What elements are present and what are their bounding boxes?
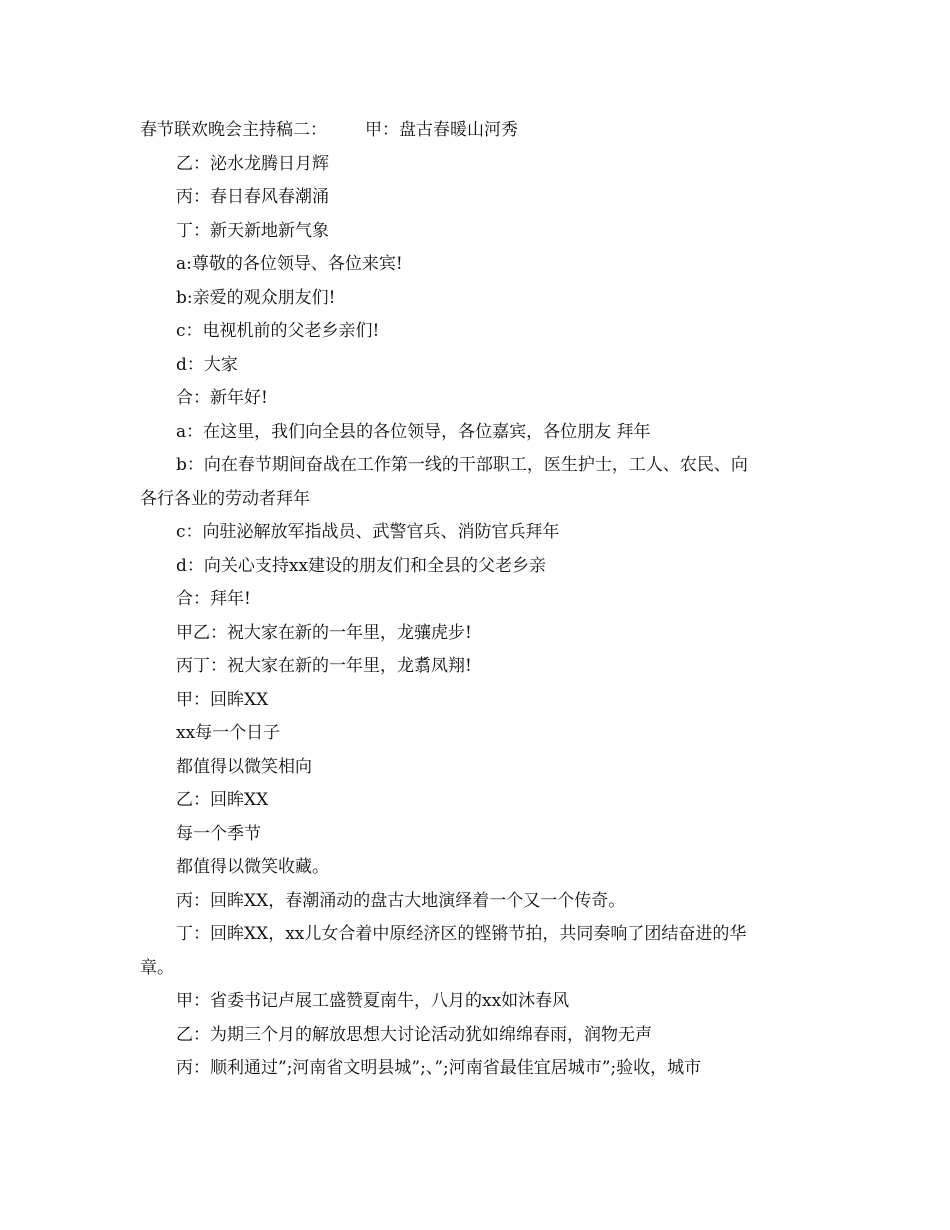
title-gap xyxy=(327,114,365,148)
text-line: d：向关心支持xx建设的朋友们和全县的父老乡亲 xyxy=(176,555,547,576)
text-line: c：电视机前的父老乡亲们! xyxy=(176,321,380,341)
text-line-continuation: 章。 xyxy=(140,957,174,978)
text-line: 丙：回眸XX，春潮涌动的盘古大地演绎着一个又一个传奇。 xyxy=(176,890,626,911)
text-line: 乙：回眸XX xyxy=(176,790,269,810)
text-line: 合：新年好! xyxy=(176,388,268,408)
text-line-continuation: 各行各业的劳动者拜年 xyxy=(140,488,310,509)
text-line: b:亲爱的观众朋友们! xyxy=(176,287,336,308)
text-line: 都值得以微笑收藏。 xyxy=(176,857,329,877)
text-line: 甲：回眸XX xyxy=(176,689,269,710)
text-line: 每一个季节 xyxy=(176,823,261,844)
text-line: 丙：顺利通过”;河南省文明县城”;、”;河南省最佳宜居城市”;验收，城市 xyxy=(176,1058,702,1078)
text-line: a：在这里，我们向全县的各位领导，各位嘉宾，各位朋友 拜年 xyxy=(176,421,651,442)
title-line xyxy=(140,114,820,148)
text-line: b：向在春节期间奋战在工作第一线的干部职工，医生护士，工人、农民、向 xyxy=(176,455,748,475)
text-line: 丁：回眸XX，xx儿女合着中原经济区的铿锵节拍，共同奏响了团结奋进的华 xyxy=(176,924,747,944)
document-body xyxy=(140,114,820,1086)
text-line: d：大家 xyxy=(176,354,238,375)
text-line: 乙：泌水龙腾日月辉 xyxy=(176,153,329,174)
title-tail: 甲：盘古春暖山河秀 xyxy=(365,120,518,140)
text-line: 丙：春日春风春潮涌 xyxy=(176,187,329,207)
text-line: 乙：为期三个月的解放思想大讨论活动犹如绵绵春雨，润物无声 xyxy=(176,1024,652,1045)
text-line: a:尊敬的各位领导、各位来宾! xyxy=(176,254,403,274)
text-line: 甲：省委书记卢展工盛赞夏南牛，八月的xx如沐春风 xyxy=(176,991,570,1011)
text-line: 丁：新天新地新气象 xyxy=(176,220,329,241)
text-line: xx每一个日子 xyxy=(176,723,281,743)
text-line: 都值得以微笑相向 xyxy=(176,756,312,777)
text-line: 合：拜年! xyxy=(176,589,251,609)
text-line: 丙丁：祝大家在新的一年里，龙翥凤翔! xyxy=(176,656,472,676)
document-title: 春节联欢晚会主持稿二： xyxy=(140,120,327,140)
text-line: c：向驻泌解放军指战员、武警官兵、消防官兵拜年 xyxy=(176,522,560,542)
text-line: 甲乙：祝大家在新的一年里，龙骧虎步! xyxy=(176,622,472,643)
